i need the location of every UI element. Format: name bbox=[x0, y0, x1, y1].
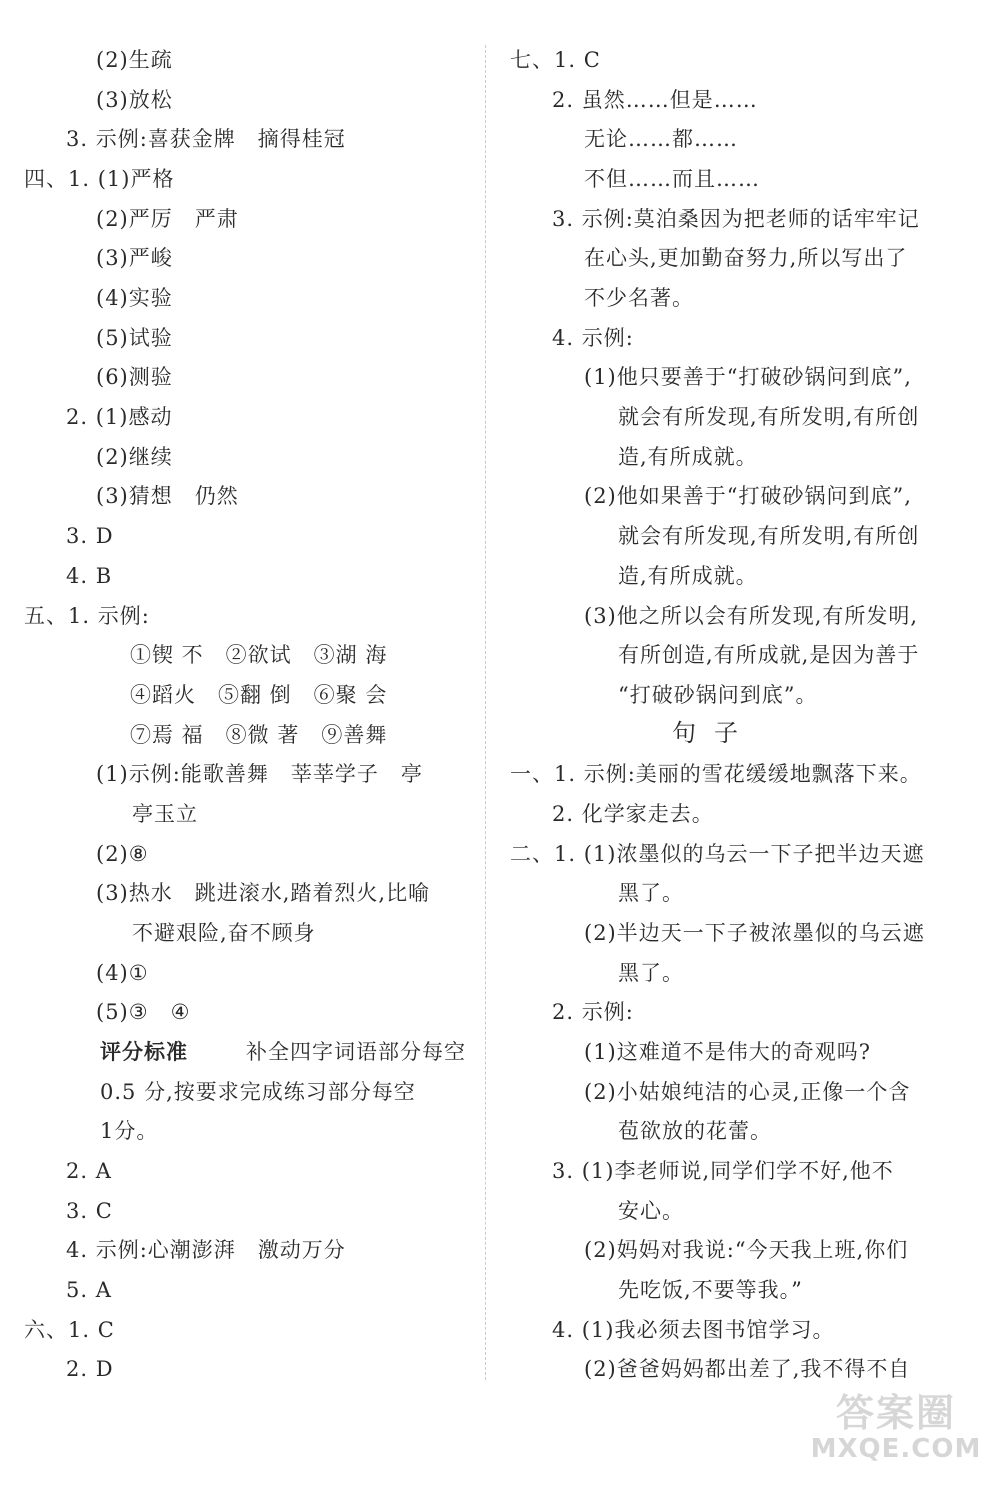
answer-line: 3. D bbox=[66, 524, 114, 548]
scoring-standard-text: 1分。 bbox=[100, 1119, 159, 1143]
answer-line: 4. 示例: bbox=[552, 326, 634, 350]
answer-line: (5)③ ④ bbox=[96, 1000, 191, 1024]
answer-line: 黑了。 bbox=[618, 961, 684, 985]
scoring-standard-label: 评分标准 bbox=[100, 1039, 188, 1064]
answer-line: 3. 示例:喜获金牌 摘得桂冠 bbox=[66, 127, 346, 151]
answer-line: 2. (1)感动 bbox=[66, 405, 173, 429]
section-six-line: 六、1. C bbox=[24, 1318, 115, 1342]
answer-line: 2. 化学家走去。 bbox=[552, 802, 714, 826]
answer-line: (2)继续 bbox=[96, 445, 173, 469]
answer-line: (3)他之所以会有所发现,有所发明, bbox=[584, 604, 919, 628]
answer-line: 2. 示例: bbox=[552, 1000, 634, 1024]
answer-line: (2)生疏 bbox=[96, 48, 173, 72]
answer-line: 4. B bbox=[66, 564, 113, 588]
answer-line: (1)示例:能歌善舞 莘莘学子 亭 bbox=[96, 762, 423, 786]
answer-line: 在心头,更加勤奋努力,所以写出了 bbox=[584, 246, 908, 270]
answer-line: 有所创造,有所成就,是因为善于 bbox=[618, 643, 920, 667]
watermark-domain-text: MXQE.COM bbox=[810, 1434, 982, 1464]
answer-line: (3)猜想 仍然 bbox=[96, 484, 239, 508]
answer-line: (2)半边天一下子被浓墨似的乌云遮 bbox=[584, 921, 925, 945]
answer-line: 2. A bbox=[66, 1159, 112, 1183]
section-four-line: 四、1. (1)严格 bbox=[24, 167, 175, 191]
answer-line: 苞欲放的花蕾。 bbox=[618, 1119, 772, 1143]
answer-line: (4)实验 bbox=[96, 286, 173, 310]
scoring-standard-text: 补全四字词语部分每空 bbox=[246, 1040, 466, 1064]
answer-line: 3. 示例:莫泊桑因为把老师的话牢牢记 bbox=[552, 207, 920, 231]
answer-line: 3. (1)李老师说,同学们学不好,他不 bbox=[552, 1159, 894, 1183]
answer-line: 4. 示例:心潮澎湃 激动万分 bbox=[66, 1238, 346, 1262]
answer-line: (6)测验 bbox=[96, 365, 173, 389]
answer-line: 5. A bbox=[66, 1278, 112, 1302]
answer-line: 不少名著。 bbox=[584, 286, 694, 310]
answer-line: 亭玉立 bbox=[132, 802, 198, 826]
answer-line: (2)严厉 严肃 bbox=[96, 207, 239, 231]
answer-line: 黑了。 bbox=[618, 881, 684, 905]
answer-line: (2)爸爸妈妈都出差了,我不得不自 bbox=[584, 1357, 911, 1381]
section-one-line: 一、1. 示例:美丽的雪花缓缓地飘落下来。 bbox=[510, 762, 922, 786]
answer-line: 3. C bbox=[66, 1199, 113, 1223]
answer-line: 4. (1)我必须去图书馆学习。 bbox=[552, 1318, 835, 1342]
answer-line: (1)他只要善于“打破砂锅问到底”, bbox=[584, 365, 912, 389]
site-watermark-logo bbox=[806, 1382, 986, 1472]
section-two-line: 二、1. (1)浓墨似的乌云一下子把半边天遮 bbox=[510, 842, 925, 866]
scoring-standard-text: 0.5 分,按要求完成练习部分每空 bbox=[100, 1080, 416, 1104]
answer-line: ①锲 不 ②欲试 ③湖 海 bbox=[130, 643, 388, 667]
answer-line: (4)① bbox=[96, 961, 149, 985]
answer-line: (2)小姑娘纯洁的心灵,正像一个含 bbox=[584, 1080, 911, 1104]
answer-line: 2. D bbox=[66, 1357, 114, 1381]
answer-line: (2)⑧ bbox=[96, 842, 149, 866]
answer-line: “打破砂锅问到底”。 bbox=[618, 683, 818, 707]
answer-line: 造,有所成就。 bbox=[618, 445, 758, 469]
answer-line: 2. 虽然……但是…… bbox=[552, 88, 758, 112]
answer-line: 先吃饭,不要等我。” bbox=[618, 1278, 803, 1302]
column-divider bbox=[485, 45, 486, 1380]
answer-line: (3)严峻 bbox=[96, 246, 173, 270]
answer-line: 不避艰险,奋不顾身 bbox=[132, 921, 316, 945]
answer-line: (2)妈妈对我说:“今天我上班,你们 bbox=[584, 1238, 909, 1262]
answer-line: (3)放松 bbox=[96, 88, 173, 112]
section-five-line: 五、1. 示例: bbox=[24, 604, 150, 628]
answer-line: 造,有所成就。 bbox=[618, 564, 758, 588]
answer-line: (2)他如果善于“打破砂锅问到底”, bbox=[584, 484, 912, 508]
answer-line: 就会有所发现,有所发明,有所创 bbox=[618, 524, 920, 548]
answer-line: 安心。 bbox=[618, 1199, 684, 1223]
section-heading-sentences: 句子 bbox=[672, 719, 756, 747]
answer-line: (3)热水 跳进滚水,踏着烈火,比喻 bbox=[96, 881, 431, 905]
answer-line: (5)试验 bbox=[96, 326, 173, 350]
answer-line: ④蹈火 ⑤翻 倒 ⑥聚 会 bbox=[130, 683, 388, 707]
section-seven-line: 七、1. C bbox=[510, 48, 601, 72]
answer-line: 无论……都…… bbox=[584, 127, 738, 151]
answer-line: 不但……而且…… bbox=[584, 167, 760, 191]
watermark-top-text: 答案圈 bbox=[835, 1391, 956, 1435]
answer-line: ⑦焉 福 ⑧微 著 ⑨善舞 bbox=[130, 723, 388, 747]
answer-line: 就会有所发现,有所发明,有所创 bbox=[618, 405, 920, 429]
answer-line: (1)这难道不是伟大的奇观吗? bbox=[584, 1040, 872, 1064]
